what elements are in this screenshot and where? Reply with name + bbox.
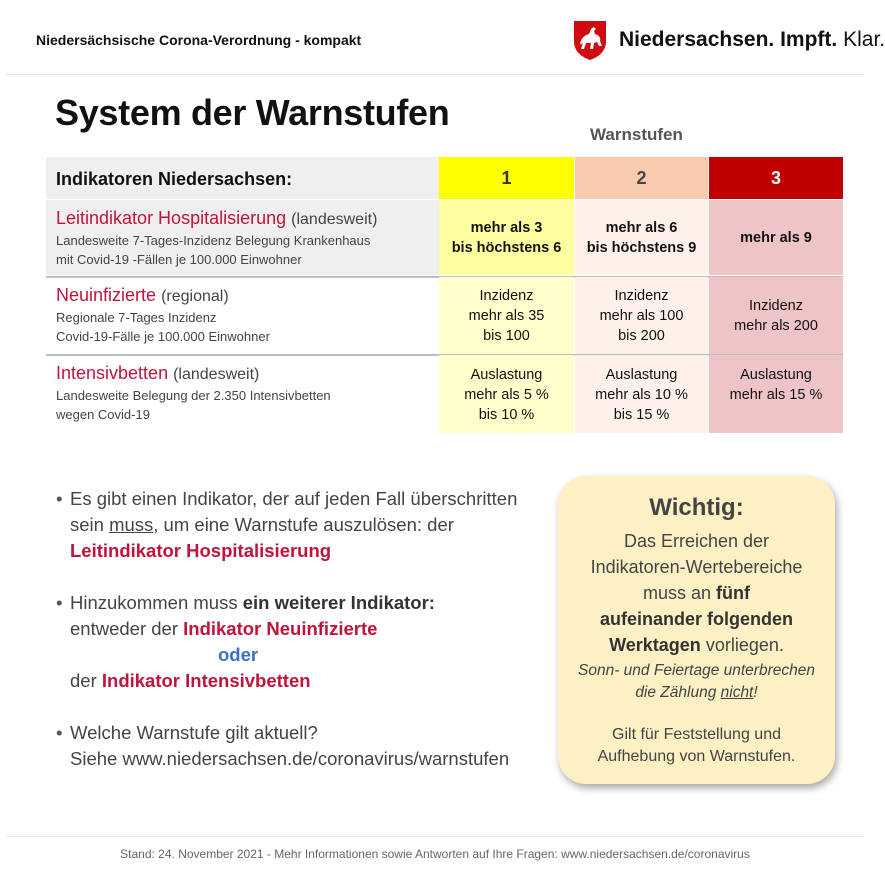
- indicator-hospitalisierung: [46, 200, 439, 275]
- bullet-item: [56, 720, 556, 772]
- value-line: Auslastung: [470, 367, 543, 383]
- bullet-dot-icon: •: [56, 722, 63, 743]
- bullet-text: entweder der: [70, 618, 184, 639]
- footer-divider: [6, 836, 864, 837]
- indicator-neuinfizierte: [46, 277, 439, 355]
- value-line: bis 10 %: [478, 407, 535, 423]
- bullet-highlight: Leitindikator Hospitalisierung: [70, 540, 332, 561]
- value-line: bis höchstens 9: [586, 239, 697, 256]
- info-box-wichtig: [558, 476, 835, 784]
- value-line: bis 15 %: [613, 407, 670, 423]
- footer-text: Stand: 24. November 2021 - Mehr Informationen sowie Antworten auf Ihre Fragen: www.niedersachsen.de/coronavirus: [120, 847, 750, 861]
- brand-klar: Klar.: [843, 28, 885, 51]
- bullet-dot-icon: •: [56, 488, 63, 509]
- warnstufen-label: Warnstufen: [590, 125, 683, 144]
- info-note: !: [753, 684, 758, 701]
- table-header-indicators: Indikatoren Niedersachsen:: [46, 157, 439, 199]
- indicator-name: Neuinfizierte: [56, 285, 157, 305]
- info-box-title: Wichtig:: [649, 494, 744, 521]
- bullet-highlight: Indikator Neuinfizierte: [183, 618, 378, 639]
- value-line: bis 200: [618, 328, 665, 344]
- value-line: mehr als 5 %: [464, 387, 549, 403]
- level-2-header: 2: [575, 157, 708, 199]
- header-divider: [6, 74, 864, 75]
- info-emphasis: fünf: [716, 583, 750, 603]
- brand-name: Niedersachsen.: [619, 28, 775, 51]
- bullet-text: Welche Warnstufe gilt aktuell?: [70, 722, 318, 743]
- indicator-scope: (landesweit): [291, 211, 378, 228]
- info-text: vorliegen.: [700, 635, 784, 655]
- cell-int-level-2: [575, 355, 708, 433]
- bullet-text: , um eine Warnstufe auszulösen: der: [153, 514, 454, 535]
- indicator-name: Intensivbetten: [56, 363, 169, 383]
- level-3-header: 3: [709, 157, 843, 199]
- value-line: mehr als 6: [605, 219, 678, 236]
- value-line: mehr als 9: [740, 229, 812, 246]
- value-line: bis höchstens 6: [451, 239, 562, 256]
- cell-int-level-3: [709, 355, 843, 433]
- bullet-text: Es gibt einen Indikator, der auf jeden Fall überschritten: [70, 488, 518, 509]
- cell-int-level-1: [439, 355, 574, 433]
- cell-hosp-level-2: [575, 200, 708, 275]
- header-title: Niedersächsische Corona-Verordnung - kompakt: [36, 32, 362, 48]
- indicator-desc: Regionale 7-Tages Inzidenz: [56, 310, 217, 325]
- info-note: die Zählung: [635, 684, 721, 701]
- cell-neu-level-2: [575, 277, 708, 355]
- value-line: Auslastung: [605, 367, 678, 383]
- brand-impft: Impft.: [780, 28, 838, 51]
- bullet-text: sein: [70, 514, 110, 535]
- indicator-scope: (landesweit): [173, 366, 260, 383]
- brand-slogan: [619, 28, 885, 52]
- indicator-desc: wegen Covid-19: [56, 407, 150, 422]
- indicator-name: Leitindikator Hospitalisierung: [56, 208, 287, 228]
- cell-hosp-level-3: [709, 200, 843, 275]
- info-emphasis: Werktagen: [609, 635, 701, 655]
- bullet-item: [56, 590, 556, 694]
- bullet-link-text: Siehe www.niedersachsen.de/coronavirus/warnstufen: [70, 748, 510, 769]
- info-text: Indikatoren-Wertebereiche: [590, 557, 803, 577]
- level-1-header: 1: [439, 157, 574, 199]
- info-text: Gilt für Feststellung und: [612, 726, 781, 743]
- indicator-desc: Landesweite 7-Tages-Inzidenz Belegung Krankenhaus: [56, 233, 371, 248]
- bullet-dot-icon: •: [56, 592, 63, 613]
- info-text: muss an: [642, 583, 717, 603]
- cell-hosp-level-1: [439, 200, 574, 275]
- bullet-item: [56, 486, 556, 564]
- page-title: System der Warnstufen: [55, 92, 450, 133]
- bullet-oder: oder: [218, 644, 259, 665]
- value-line: mehr als 10 %: [595, 387, 688, 403]
- info-emphasis: aufeinander folgenden: [599, 609, 794, 629]
- bullet-list: [56, 486, 556, 772]
- value-line: Auslastung: [740, 367, 812, 383]
- cell-neu-level-3: [709, 277, 843, 355]
- lower-saxony-coat-of-arms-logo: [572, 19, 608, 61]
- indicator-intensivbetten: [46, 355, 439, 433]
- value-line: Inzidenz: [614, 288, 669, 304]
- value-line: Inzidenz: [748, 298, 803, 314]
- info-note: Sonn- und Feiertage unterbrechen: [578, 662, 815, 679]
- info-text: Das Erreichen der: [623, 531, 770, 551]
- bullet-text: Hinzukommen muss: [70, 592, 243, 613]
- value-line: mehr als 100: [599, 308, 684, 324]
- bullet-highlight: Indikator Intensivbetten: [101, 670, 311, 691]
- indicator-scope: (regional): [161, 288, 229, 305]
- bullet-emphasis: muss: [109, 514, 154, 535]
- indicator-desc: Covid-19-Fälle je 100.000 Einwohner: [56, 329, 270, 344]
- value-line: mehr als 3: [470, 219, 543, 236]
- cell-neu-level-1: [439, 277, 574, 355]
- bullet-text: der: [70, 670, 102, 691]
- value-line: Inzidenz: [479, 288, 534, 304]
- info-text: Aufhebung von Warnstufen.: [597, 748, 796, 765]
- bullet-emphasis: ein weiterer Indikator:: [242, 592, 435, 613]
- value-line: mehr als 200: [734, 318, 818, 334]
- info-note-emphasis: nicht: [720, 684, 754, 701]
- value-line: mehr als 35: [468, 308, 545, 324]
- indicator-desc: mit Covid-19 -Fällen je 100.000 Einwohner: [56, 252, 302, 267]
- indicator-desc: Landesweite Belegung der 2.350 Intensivbetten: [56, 388, 331, 403]
- value-line: mehr als 15 %: [729, 387, 823, 403]
- value-line: bis 100: [483, 328, 530, 344]
